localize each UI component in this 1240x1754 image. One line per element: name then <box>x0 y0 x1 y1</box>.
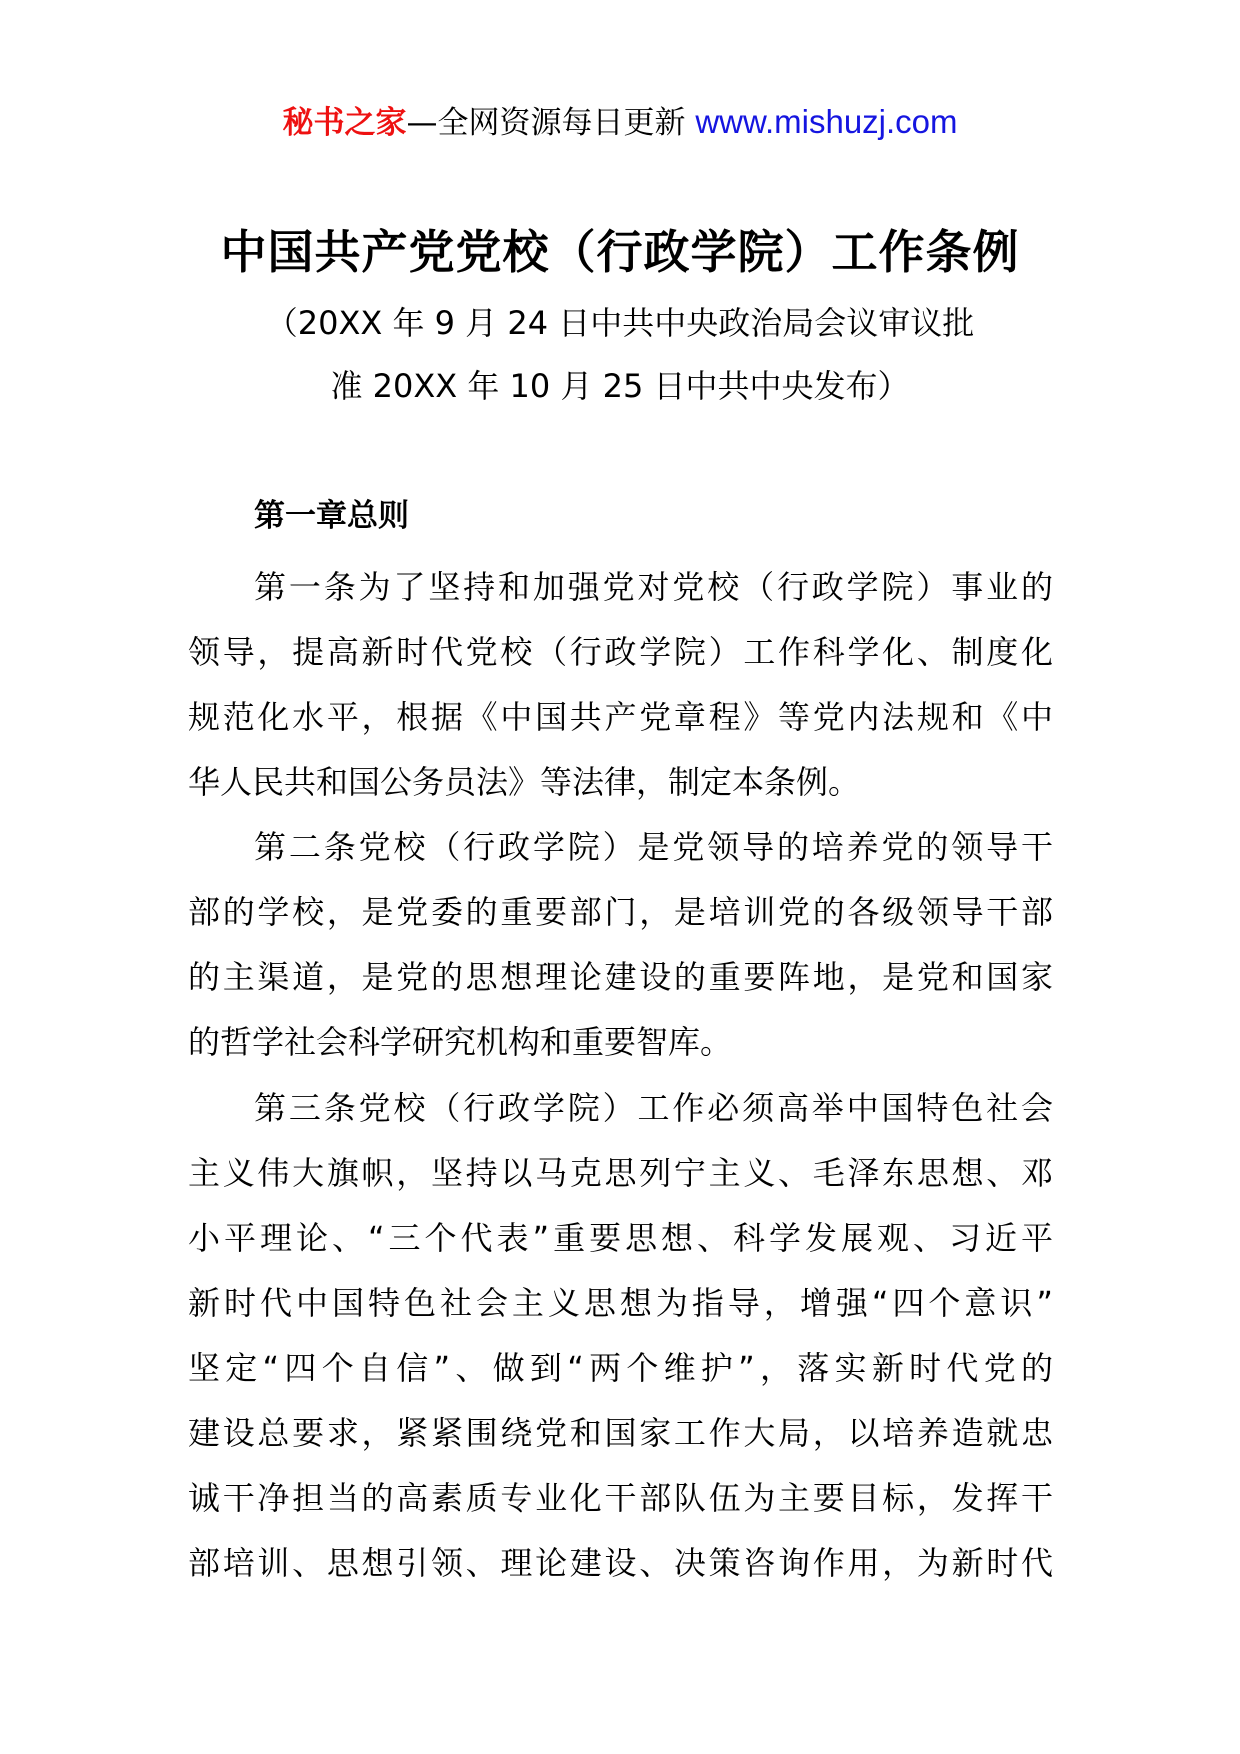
article-line: 规范化水平，根据《中国共产党章程》等党内法规和《中 <box>188 698 1053 736</box>
article-line: 华人民共和国公务员法》等法律，制定本条例。 <box>188 763 861 801</box>
header-url[interactable]: www.mishuzj.com <box>695 103 958 140</box>
article-line: 诚干净担当的高素质专业化干部队伍为主要目标，发挥干 <box>188 1479 1053 1517</box>
article-line: 新时代中国特色社会主义思想为指导，增强“四个意识” <box>188 1284 1053 1322</box>
article-2 <box>188 815 1053 1075</box>
document-title: 中国共产党党校（行政学院）工作条例 <box>220 225 1020 279</box>
article-line: 第二条党校（行政学院）是党领导的培养党的领导干 <box>254 828 1053 866</box>
article-line: 的哲学社会科学研究机构和重要智库。 <box>188 1023 733 1061</box>
chapter-heading: 第一章总则 <box>254 498 409 534</box>
document-subtitle-line-2: 准 20XX 年 10 月 25 日中共中央发布） <box>330 367 910 405</box>
article-line: 小平理论、“三个代表”重要思想、科学发展观、习近平 <box>188 1219 1053 1257</box>
article-1 <box>188 555 1053 815</box>
article-line: 部培训、思想引领、理论建设、决策咨询作用，为新时代 <box>188 1544 1053 1582</box>
article-line: 第一条为了坚持和加强党对党校（行政学院）事业的 <box>254 568 1053 606</box>
article-line: 领导，提高新时代党校（行政学院）工作科学化、制度化 <box>188 633 1053 671</box>
article-line: 建设总要求，紧紧围绕党和国家工作大局，以培养造就忠 <box>188 1414 1053 1452</box>
site-header <box>0 100 1240 145</box>
article-line: 的主渠道，是党的思想理论建设的重要阵地，是党和国家 <box>188 958 1053 996</box>
header-tagline: —全网资源每日更新 <box>406 105 696 141</box>
article-3 <box>188 1076 1053 1596</box>
article-line: 主义伟大旗帜，坚持以马克思列宁主义、毛泽东思想、邓 <box>188 1154 1053 1192</box>
article-line: 坚定“四个自信”、做到“两个维护”，落实新时代党的 <box>188 1349 1053 1387</box>
brand-name: 秘书之家 <box>282 105 407 141</box>
article-line: 部的学校，是党委的重要部门，是培训党的各级领导干部 <box>188 893 1053 931</box>
article-line: 第三条党校（行政学院）工作必须高举中国特色社会 <box>254 1089 1053 1127</box>
document-subtitle-line-1: （20XX 年 9 月 24 日中共中央政治局会议审议批 <box>265 304 975 342</box>
